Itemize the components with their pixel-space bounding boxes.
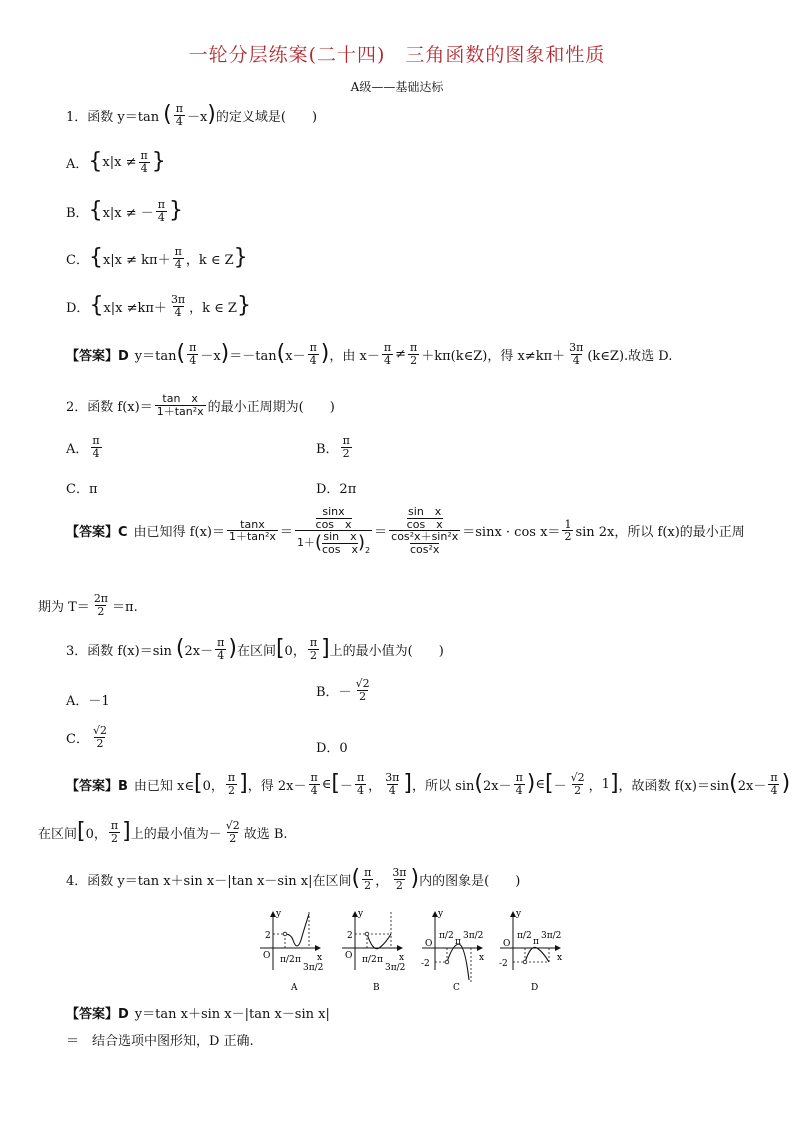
axis-y-label: y <box>276 909 282 919</box>
graph-label: A <box>291 983 298 993</box>
graph-a[interactable] <box>260 909 323 993</box>
q1-option-d[interactable]: D． { x|x ≠kπ＋ $\frac{3\pi}{4}$ ，k ∈ Z } <box>66 293 251 319</box>
axis-y-label: y <box>438 909 444 919</box>
q3-option-c[interactable]: C． $\frac{√2}{2}$ <box>66 724 107 750</box>
axis-y-label: y <box>516 909 522 919</box>
tick-pi: π <box>455 937 461 947</box>
q1-option-a[interactable]: A． { x|x ≠ $\frac{\pi}{4}$ } <box>66 149 166 175</box>
q3-answer-cont: 在区间 [ 0， $\frac{\pi}{2}$ ] 上的最小值为－ $\frac{√2}{2}$ 故选 B. <box>38 819 288 845</box>
q1-option-b[interactable]: B． { x|x ≠ － $\frac{\pi}{4}$ } <box>66 198 183 224</box>
graph-d[interactable] <box>499 909 562 993</box>
page-title: 一轮分层练案(二十四) 三角函数的图象和性质 <box>188 44 606 66</box>
y-tick: 2 <box>347 931 353 941</box>
y-tick: -2 <box>499 959 508 969</box>
q2-answer: 【答案】C 由已知得 f(x)＝ $\frac{\tan x}{\text{1＋tan²x}}$ ＝ sinx cos x 1＋ ( sin x cos x ) 2 ＝ sin x cos x cos²x＋sin²x cos²x ＝sinx · cos x＝ $\frac{1}{2}$ sin 2x，所以 f(x)的最小正周 <box>66 505 745 556</box>
axis-x-label: x <box>479 953 485 963</box>
section-subtitle: A级——基础达标 <box>350 80 444 94</box>
q2-answer-cont: 期为 T＝ $\frac{2\pi}{2}$ ＝π. <box>38 592 138 618</box>
graph-c[interactable] <box>421 909 484 993</box>
q1-stem: 1．函数 y＝tan ( $\frac{\pi}{4}$ －x ) 的定义域是( ) <box>66 102 318 128</box>
axis-y-label: y <box>358 909 364 919</box>
tick-pi: π <box>533 937 539 947</box>
q2-stem: 2．函数 f(x)＝ $\frac{\text{tan x}}{\text{1＋tan²x}}$ 的最小正周期为( ) <box>66 392 335 418</box>
origin: O <box>425 939 433 949</box>
q4-answer-cont: ＝ 结合选项中图形知，D 正确. <box>66 1034 254 1049</box>
q3-stem: 3．函数 f(x)＝sin ( 2x－ $\frac{\pi}{4}$ ) 在区间 [ 0， $\frac{\pi}{2}$ ] 上的最小值为( ) <box>66 636 444 662</box>
tick-pi-2: π/2 <box>362 955 377 965</box>
q2-option-d[interactable]: D．2π <box>316 482 357 497</box>
graph-label: B <box>373 983 380 993</box>
tick-3pi-2: 3π/2 <box>303 963 324 973</box>
q2-option-c[interactable]: C．π <box>66 482 98 497</box>
graph-b[interactable] <box>342 909 405 993</box>
q2-option-b[interactable]: B． $\frac{\pi}{2}$ <box>316 434 350 460</box>
origin: O <box>263 951 271 961</box>
tick-pi-2: π/2 <box>517 931 532 941</box>
tick-3pi-2: 3π/2 <box>463 931 484 941</box>
origin: O <box>503 939 511 949</box>
q4-stem: 4．函数 y＝tan x＋sin x－|tan x－sin x|在区间 ( $\frac{\pi}{2}$ ， $\frac{3\pi}{2}$ ) 内的图象是( ) <box>66 866 521 892</box>
fraction: $\frac{\pi}{4}$ <box>175 102 183 128</box>
y-tick: 2 <box>265 931 271 941</box>
tick-3pi-2: 3π/2 <box>385 963 406 973</box>
tick-pi-2: π/2 <box>280 955 295 965</box>
q1-answer: 【答案】D y＝tan ( $\frac{\pi}{4}$ －x ) ＝－tan ( x－ $\frac{\pi}{4}$ ) ，由 x－ $\frac{\pi}{4}$ ≠ $\frac{\pi}{2}$ ＋kπ(k∈Z)，得 x≠kπ＋ $\frac{3\pi}{4}$ (k∈Z).故选 D. <box>66 341 673 367</box>
q4-graphs-svg <box>255 908 565 998</box>
q3-option-b[interactable]: B．－ $\frac{√2}{2}$ <box>316 677 370 703</box>
axis-x-label: x <box>399 953 405 963</box>
q3-answer: 【答案】B 由已知 x∈ [ 0， $\frac{\pi}{2}$ ] ，得 2x－ $\frac{\pi}{4}$ ∈ [ － $\frac{\pi}{4}$ ， $\frac{3\pi}{4}$ ] ，所以 sin ( 2x－ $\frac{\pi}{4}$ ) ∈ [ － $\frac{√2}{2}$ ， 1 ] ，故函数 f(x)＝sin ( 2x－ $\frac{\pi}{4}$ ) <box>66 771 791 797</box>
tick-pi: π <box>377 955 383 965</box>
graph-label: D <box>531 983 539 993</box>
axis-x-label: x <box>557 953 563 963</box>
q2-option-a[interactable]: A． $\frac{\pi}{4}$ <box>66 434 100 460</box>
q1-option-c[interactable]: C． { x|x ≠ kπ＋ $\frac{\pi}{4}$ ，k ∈ Z } <box>66 245 248 271</box>
q4-answer: 【答案】D y＝tan x＋sin x－|tan x－sin x| <box>66 1007 330 1022</box>
tick-pi-2: π/2 <box>439 931 454 941</box>
tick-3pi-2: 3π/2 <box>541 931 562 941</box>
q4-graphs <box>255 908 565 1002</box>
q3-option-d[interactable]: D．0 <box>316 741 348 756</box>
tick-pi: π <box>295 955 301 965</box>
origin: O <box>345 951 353 961</box>
graph-label: C <box>453 983 460 993</box>
y-tick: -2 <box>421 959 430 969</box>
axis-x-label: x <box>317 953 323 963</box>
q3-option-a[interactable]: A．－1 <box>66 694 110 709</box>
